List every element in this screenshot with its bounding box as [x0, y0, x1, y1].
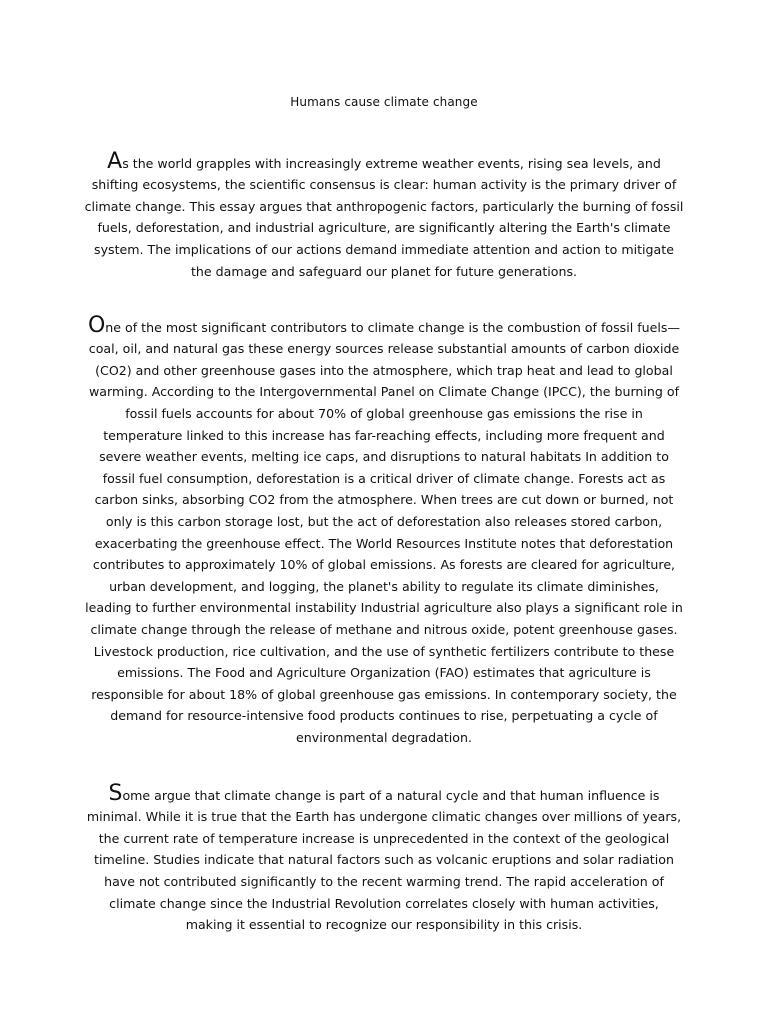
drop-cap: S: [108, 780, 123, 806]
paragraph-text: ne of the most significant contributors to climate change is the combustion of fossil fuels—coal, oil, and natural gas these energy sources release substantial amounts of carbon dioxide (CO2) and other greenhouse gases into the atmosphere, which trap heat and lead to global warming. According to the Intergovernmental Panel on Climate Change (IPCC), the burning of fossil fuels accounts for about 70% of global greenhouse gas emissions the rise in temperature linked to this increase has far-reaching effects, including more frequent and severe weather events, melting ice caps, and disruptions to natural habitats In addition to fossil fuel consumption, deforestation is a critical driver of climate change. Forests act as carbon sinks, absorbing CO2 from the atmosphere. When trees are cut down or burned, not only is this carbon storage lost, but the act of deforestation also releases stored carbon, exacerbating the greenhouse effect. The World Resources Institute notes that deforestation contributes to approximately 10% of global emissions. As forests are cleared for agriculture, urban development, and logging, the planet's ability to regulate its climate diminishes, leading to further environmental instability Industrial agriculture also plays a significant role in climate change through the release of methane and nitrous oxide, potent greenhouse gases. Livestock production, rice cultivation, and the use of synthetic fertilizers contribute to these emissions. The Food and Agriculture Organization (FAO) estimates that agriculture is responsible for about 18% of global greenhouse gas emissions. In contemporary society, the demand for resource-intensive food products continues to rise, perpetuating a cycle of environmental degradation.: [85, 319, 683, 745]
document-title: Humans cause climate change: [290, 95, 478, 109]
paragraph-text: ome argue that climate change is part of a natural cycle and that human influence is minimal. While it is true that the Earth has undergone climatic changes over millions of years, the current rate of temperature increase is unprecedented in the context of the geological timeline. Studies indicate that natural factors such as volcanic eruptions and solar radiation have not contributed significantly to the recent warming trend. The rapid acceleration of climate change since the Industrial Revolution correlates closely with human activities, making it essential to recognize our responsibility in this crisis.: [86, 787, 682, 933]
paragraph-intro: [84, 148, 684, 283]
drop-cap: A: [107, 148, 123, 174]
paragraph-causes: [84, 312, 684, 749]
paragraph-text: s the world grapples with increasingly extreme weather events, rising sea levels, and shifting ecosystems, the scientific consensus is clear: human activity is the primary driver of climate change. This essay argues that anthropogenic factors, particularly the burning of fossil fuels, deforestation, and industrial agriculture, are significantly altering the Earth's climate system. The implications of our actions demand immediate attention and action to mitigate the damage and safeguard our planet for future generations.: [84, 155, 684, 279]
paragraph-counterargument: [84, 780, 684, 936]
drop-cap: O: [87, 312, 106, 338]
